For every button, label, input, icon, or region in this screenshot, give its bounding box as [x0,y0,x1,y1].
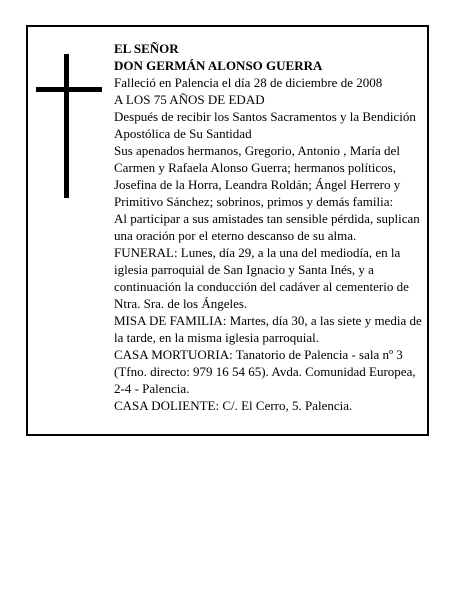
obituary-text [114,40,424,414]
cross-vertical-bar [64,54,69,198]
mourning-house-details: CASA DOLIENTE: C/. El Cerro, 5. Palencia. [114,398,353,413]
cross-horizontal-bar [36,87,102,92]
sacraments-text: Después de recibir los Santos Sacramentos y la Bendición Apostólica de Su Santidad [114,109,416,141]
funeral-details: FUNERAL: Lunes, día 29, a la una del mediodía, en la iglesia parroquial de San Ignacio y Santa Inés, y a continuación la conducción del cadáver al cementerio de Ntra. Sra. de los Ángeles. [114,245,409,311]
funeral-home-details: CASA MORTUORIA: Tanatorio de Palencia - sala nº 3 (Tfno. directo: 979 16 54 65). Avda. Comunidad Europea, 2-4 - Palencia. [114,347,416,396]
deceased-name: DON GERMÁN ALONSO GUERRA [114,58,323,73]
cross-icon [36,54,102,198]
family-text: Sus apenados hermanos, Gregorio, Antonio , María del Carmen y Rafaela Alonso Guerra; hermanos políticos, Josefina de la Horra, Leandra Roldán; Ángel Herrero y Primitivo Sánchez; sobrinos, primos y demás familia: [114,143,401,209]
age-line: A LOS 75 AÑOS DE EDAD [114,92,265,107]
title-line: EL SEÑOR [114,41,179,56]
family-mass-details: MISA DE FAMILIA: Martes, día 30, a las siete y media de la tarde, en la misma iglesia parroquial. [114,313,422,345]
prayer-request-text: Al participar a sus amistades tan sensible pérdida, suplican una oración por el eterno descanso de su alma. [114,211,420,243]
death-details: Falleció en Palencia el día 28 de diciembre de 2008 [114,75,383,90]
